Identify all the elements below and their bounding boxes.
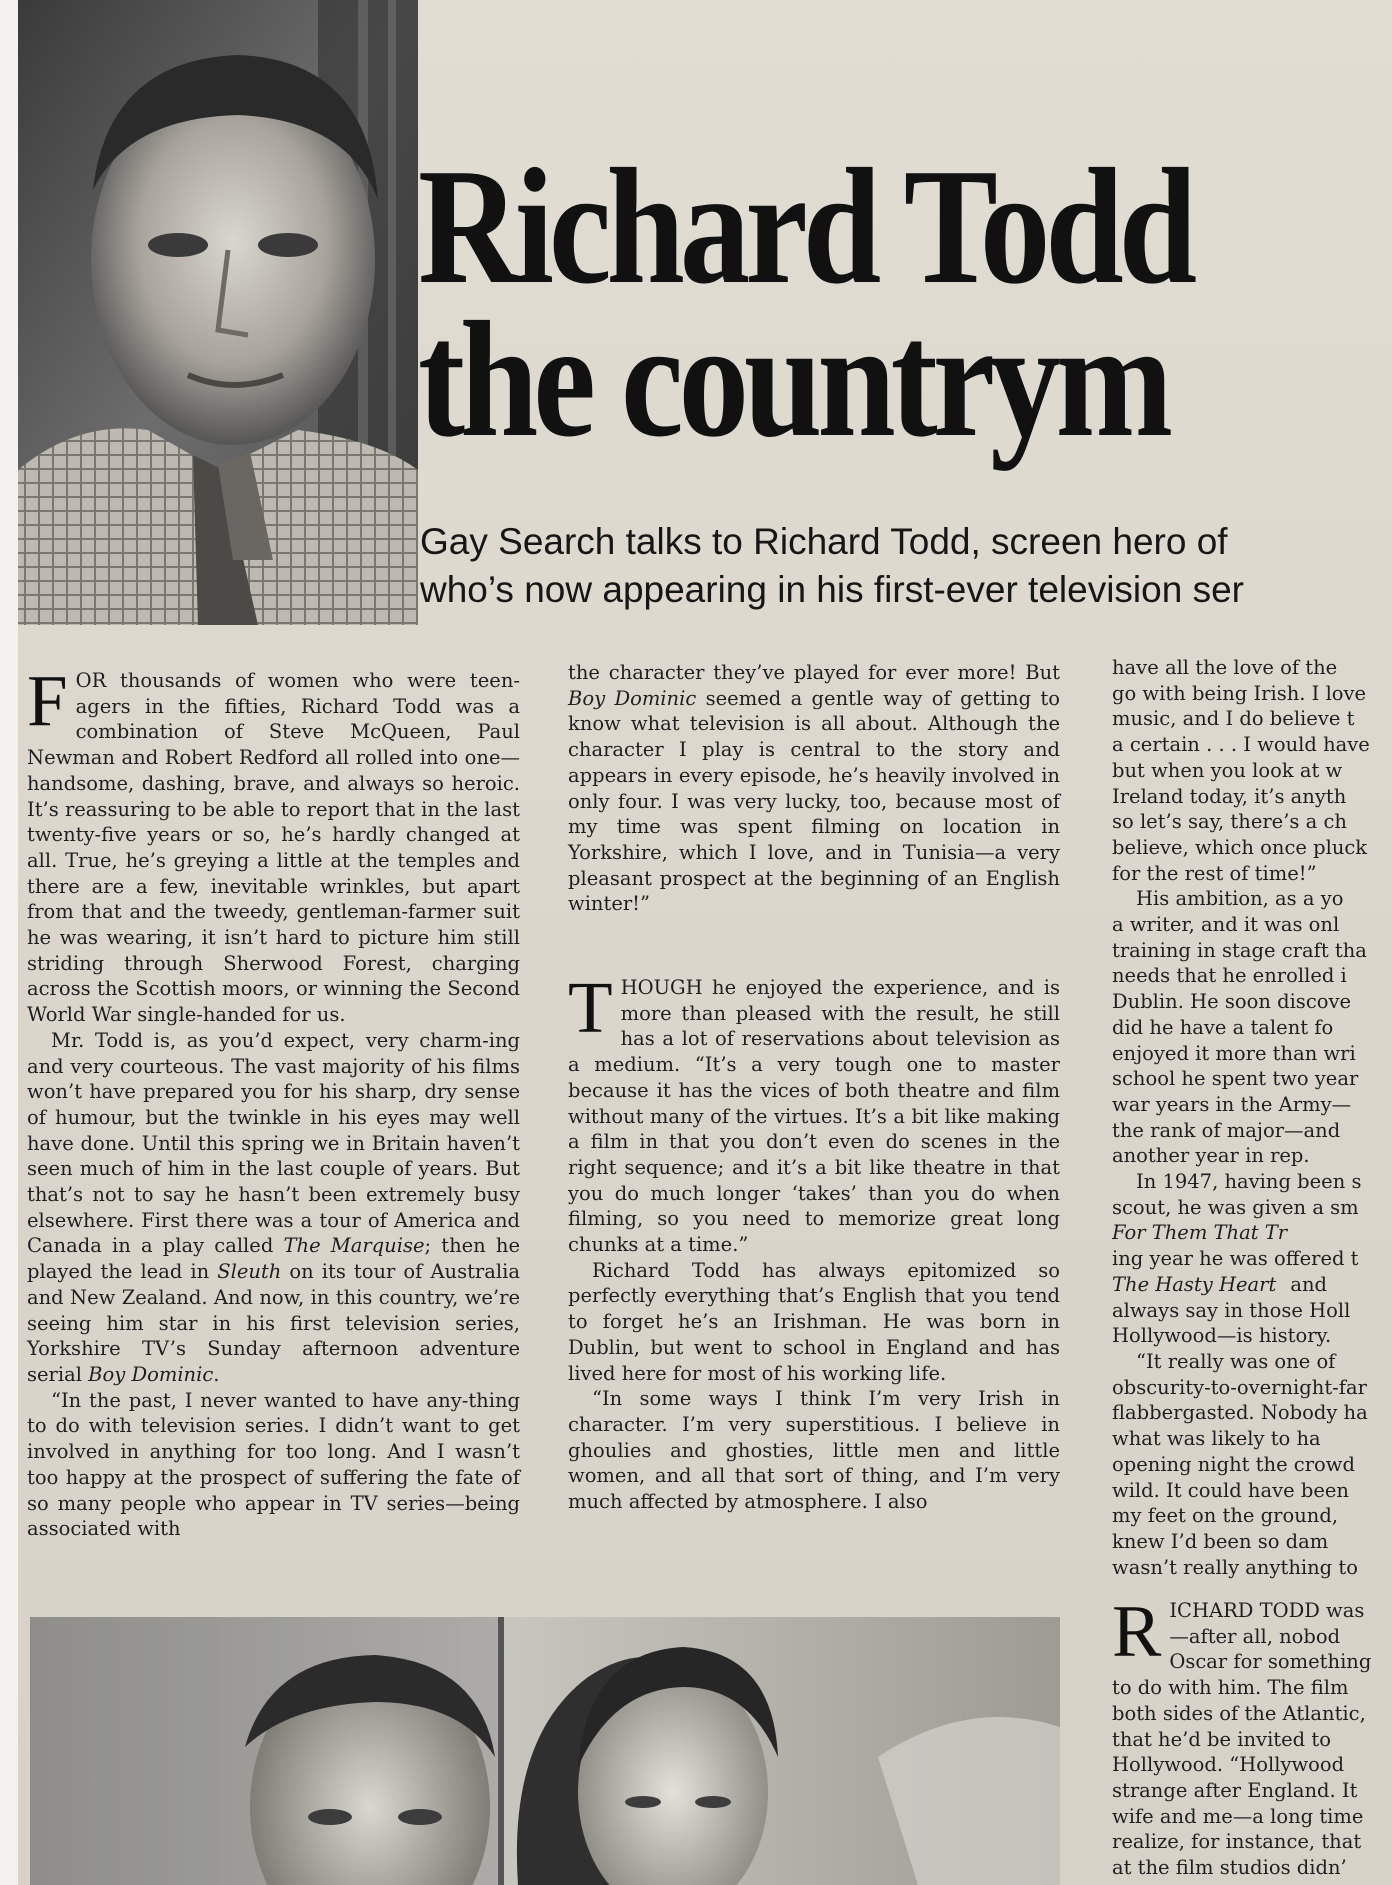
- drop-cap: R: [1112, 1598, 1162, 1673]
- column-3-line: opening night the crowd: [1112, 1452, 1355, 1476]
- column-3-line: the rank of major—and: [1112, 1118, 1341, 1142]
- column-3-lower-line: to do with him. The film: [1112, 1676, 1349, 1700]
- column-3-line: Dublin. He soon discove: [1112, 990, 1352, 1014]
- paragraph-text: .: [213, 1362, 220, 1386]
- italic-title: Sleuth: [217, 1260, 282, 1284]
- column-3-lower-line: both sides of the Atlantic,: [1112, 1701, 1366, 1725]
- column-3-line: war years in the Army—: [1112, 1092, 1352, 1116]
- article-column-3: [1112, 655, 1392, 1580]
- column-3-line: training in stage craft tha: [1112, 938, 1367, 962]
- column-3-line: my feet on the ground,: [1112, 1504, 1339, 1528]
- column-3-lower-line: realize, for instance, that: [1112, 1830, 1362, 1854]
- article-column-3-lower: [1112, 1598, 1392, 1881]
- paragraph-text: seemed a gentle way of getting to know what television is all about. Although the character I play is central to the story and appears in every episode, he’s heavily involved in only four. I was very lucky, too, because most of my time was spent filming on location in Yorkshire, which I love, and in Tunisia—a very pleasant prospect at the beginning of an English winter!”: [568, 686, 1061, 916]
- column-3-lower-line: Hollywood. “Hollywood: [1112, 1753, 1345, 1777]
- column-3-line: for the rest of time!”: [1112, 861, 1317, 885]
- drop-cap: T: [568, 967, 613, 1049]
- photo-woman: [498, 1617, 1060, 1885]
- column-3-line: a certain . . . I would have: [1112, 733, 1370, 757]
- column-3-lower-line: wife and me—a long time: [1112, 1804, 1364, 1828]
- column-3-line: needs that he enrolled i: [1112, 964, 1347, 988]
- italic-title: Boy Dominic: [568, 686, 697, 710]
- drop-cap: F: [27, 660, 68, 741]
- italic-title: Boy Dominic: [88, 1362, 214, 1386]
- column-3-line: scout, he was given a sm: [1112, 1195, 1359, 1219]
- column-3-line: but when you look at w: [1112, 758, 1343, 782]
- paragraph: “In some ways I think I’m very Irish in character. I’m very superstitious. I believe in ghoulies and ghosties, little men and little women, and all that sort of thing, and I’m very much affected by atmosphere. I also: [568, 1387, 1060, 1514]
- paragraph-text: HOUGH he enjoyed the experience, and is more than pleased with the result, he still has a lot of reservations about television as a medium. “It’s a very tough one to master because it has the vices of both theatre and film without many of the virtues. It’s a bit like making a film in that you don’t even do scenes in the right sequence; and it’s a bit like theatre in that you do much longer ‘takes’ than you do when filming, so you need to memorize great long chunks at a time.”: [568, 976, 1060, 1257]
- column-3-line: wild. It could have been: [1112, 1478, 1349, 1502]
- paragraph: [27, 660, 520, 1028]
- column-3-line: Ireland today, it’s anyth: [1112, 784, 1347, 808]
- line: ICHARD TODD was: [1169, 1599, 1365, 1622]
- standfirst-line-1: Gay Search talks to Richard Todd, screen hero of: [420, 521, 1228, 562]
- headline: [418, 134, 1268, 471]
- portrait-photo: [18, 0, 418, 625]
- paragraph: Richard Todd has always epitomized so perfectly everything that’s English that you tend to forget he’s an Irishman. He was born in Dublin, but went to school in England and has lived here for most of his working life.: [568, 1258, 1060, 1385]
- column-3-line: ing year he was offered t: [1112, 1247, 1359, 1271]
- italic-title: For Them That Tr: [1112, 1221, 1288, 1245]
- column-3-lower-line: strange after England. It: [1112, 1778, 1358, 1802]
- column-3-line: what was likely to ha: [1112, 1427, 1321, 1451]
- paragraph-text: OR thousands of women who were teen-agers in the fifties, Richard Todd was a combination of Steve McQueen, Paul Newman and Robert Redford all rolled into one—handsome, dashing, brave, and always so heroic. It’s reassuring to be able to report that in the last twenty-five years or so, he’s hardly changed at all. True, he’s greying a little at the temples and there are a few, inevitable wrinkles, but apart from that and the tweedy, gentleman-farmer suit he was wearing, it isn’t hard to picture him still striding through Sherwood Forest, charging across the Scottish moors, or winning the Second World War single-handed for us.: [27, 669, 520, 1027]
- italic-title: The Marquise: [283, 1234, 425, 1258]
- page-edge: [0, 0, 18, 1885]
- line: Oscar for something: [1169, 1650, 1372, 1674]
- column-3-line: His ambition, as a yo: [1136, 887, 1344, 911]
- paragraph: [568, 660, 1060, 917]
- column-3-line: wasn’t really anything to: [1112, 1555, 1358, 1579]
- paragraph: [568, 967, 1060, 1258]
- column-3-line: have all the love of the: [1112, 656, 1338, 679]
- column-3-line: music, and I do believe t: [1112, 707, 1355, 731]
- column-3-line: so let’s say, there’s a ch: [1112, 810, 1347, 834]
- column-3-line: “It really was one of: [1136, 1349, 1336, 1373]
- column-3-line: a writer, and it was onl: [1112, 913, 1340, 937]
- column-3-line: go with being Irish. I love: [1112, 681, 1367, 705]
- italic-title: The Hasty Heart: [1112, 1272, 1277, 1296]
- column-3-line: knew I’d been so dam: [1112, 1529, 1329, 1553]
- paragraph-text: ; then he played the lead in: [27, 1234, 521, 1284]
- column-3-lower-line: that he’d be invited to: [1112, 1727, 1331, 1751]
- paragraph-text: on its tour of Australia and New Zealand. And now, in this country, we’re seeing him star in his first television series, Yorkshire TV’s Sunday afternoon adventure serial: [27, 1260, 520, 1386]
- standfirst: [420, 518, 1392, 614]
- column-3-line: Hollywood—is history.: [1112, 1324, 1332, 1348]
- line-group: [1112, 1675, 1392, 1881]
- headline-line-2: the countrym: [418, 287, 1168, 471]
- photo-man: [30, 1617, 498, 1885]
- column-3-line: school he spent two year: [1112, 1067, 1359, 1091]
- article-column-2: [568, 660, 1060, 1515]
- article-column-1: [27, 660, 521, 1542]
- column-3-line: another year in rep.: [1112, 1144, 1310, 1168]
- column-3-line: always say in those Holl: [1112, 1298, 1351, 1322]
- column-3-line: believe, which once pluck: [1112, 835, 1368, 859]
- line-text: and: [1290, 1272, 1327, 1296]
- column-3-line: flabbergasted. Nobody ha: [1112, 1401, 1368, 1425]
- column-3-line: In 1947, having been s: [1136, 1170, 1362, 1194]
- paragraph: “In the past, I never wanted to have any-thing to do with television series. I didn’t want to get involved in anything for too long. And I wasn’t too happy at the prospect of suffering the fate of so many people who appear in TV series—being associated with: [27, 1388, 520, 1541]
- line: —after all, nobod: [1169, 1624, 1341, 1648]
- column-3-lower-line: at the film studios didn’: [1112, 1856, 1347, 1880]
- paragraph: [1112, 1598, 1392, 1675]
- column-3-line: [1112, 1220, 1392, 1246]
- paragraph-text: Mr. Todd is, as you’d expect, very charm-ing and very courteous. The vast majority of his films won’t have prepared you for his sharp, dry sense of humour, but the twinkle in his eyes may well have done. Until this spring we in Britain haven’t seen much of him in the last couple of years. But that’s not to say he hasn’t been extremely busy elsewhere. First there was a tour of America and Canada in a play called: [27, 1028, 520, 1258]
- paragraph: [27, 1028, 520, 1388]
- standfirst-line-2: who’s now appearing in his first-ever television ser: [420, 569, 1244, 610]
- column-3-line: did he have a talent fo: [1112, 1015, 1334, 1039]
- column-3-line: enjoyed it more than wri: [1112, 1041, 1356, 1065]
- paragraph-text: the character they’ve played for ever more! But: [568, 661, 1060, 684]
- column-3-line: [1112, 1272, 1392, 1298]
- headline-line-1: Richard Todd: [418, 134, 1193, 318]
- column-3-line: obscurity-to-overnight-far: [1112, 1375, 1367, 1399]
